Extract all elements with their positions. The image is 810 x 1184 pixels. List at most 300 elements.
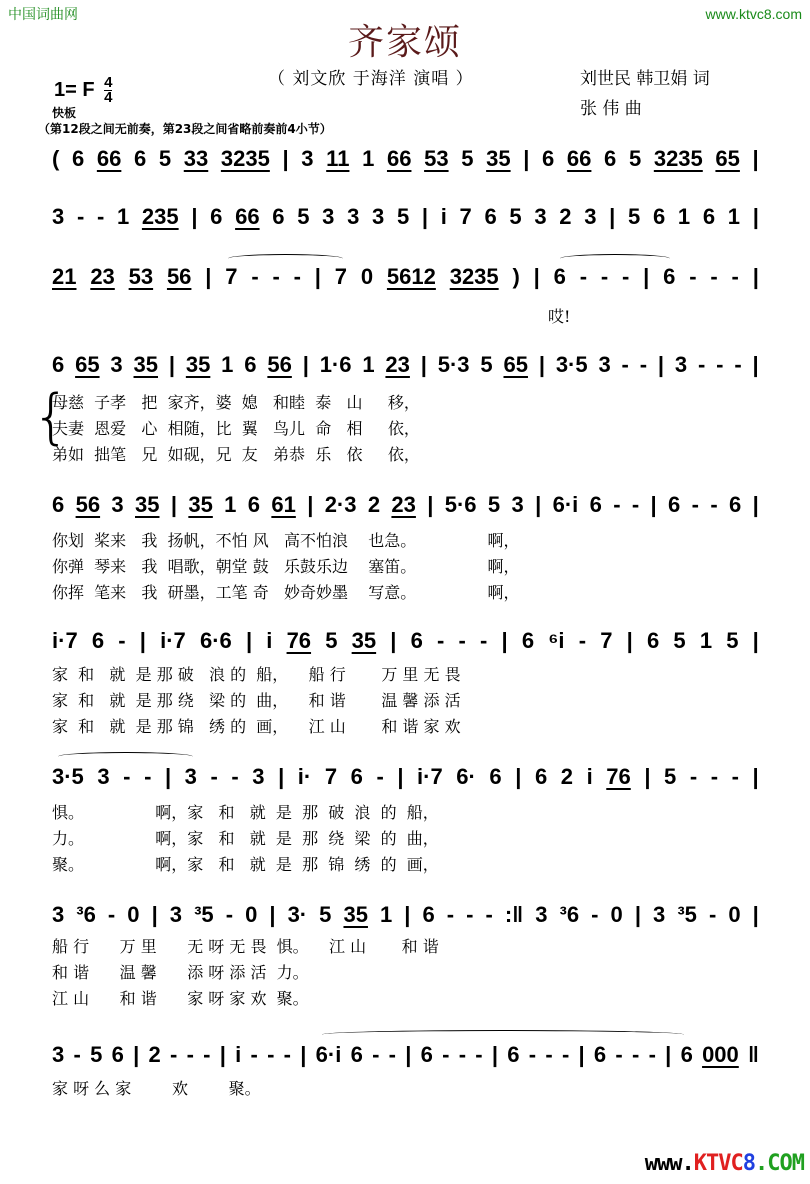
note-group: 6 [484,204,497,229]
note-group: 7 [600,628,613,653]
note-group: 5 [325,628,338,653]
barline: | [404,902,411,927]
note-group: 35 [133,352,158,377]
note-group: - [272,264,280,289]
note-group: 5 [664,764,677,789]
notation-line [52,1042,768,1068]
lyricist-credit: 刘世民 韩卫娟 词 [580,69,710,89]
note-group: ) [512,264,520,289]
note-group: - [480,628,488,653]
note-group: 3 [110,352,123,377]
barline: | [219,1042,226,1067]
note-group: 35 [188,492,213,517]
note-group: 0 [610,902,623,927]
note-group: - [225,902,234,927]
note-group: - [710,764,719,789]
note-group: 5 [90,1042,103,1067]
note-group: 5 [673,628,686,653]
note-group: 11 [326,146,350,171]
note-group: - [561,1042,570,1067]
notation-line [52,204,768,230]
barline: | [752,146,759,171]
note-group: 6 [133,146,147,171]
barline: | [501,628,508,653]
barline: | [665,1042,672,1067]
note-group: i· [297,764,312,789]
note-group: 0 [245,902,258,927]
note-group: 35 [486,146,511,171]
watermark-www: www. [644,1151,694,1176]
tempo-marking: 快板 [52,106,77,120]
note-group: - [267,1042,275,1067]
note-group: 6 [247,492,261,517]
notation-line [52,352,768,378]
note-group: 7 [334,264,348,289]
note-group: 56 [75,492,101,517]
note-group: - [458,628,466,653]
note-group: 6 [71,146,85,171]
tie-arc [58,752,193,761]
note-group: 3 [598,352,611,377]
note-group: 1 [221,352,234,377]
note-group: - [689,264,697,289]
note-group: - [475,1042,483,1067]
note-group: - [578,628,587,653]
note-group: 65 [75,352,100,377]
note-group: - [372,1042,380,1067]
key-label: 1= F [54,78,95,101]
note-group: 53 [424,146,449,171]
note-group: i·7 [52,628,78,653]
note-group: - [210,764,218,789]
note-group: 2 [148,1042,161,1067]
note-group: - [293,264,301,289]
note-group: - [466,902,474,927]
note-group: 35 [351,628,377,653]
barline: | [752,628,759,653]
barline: | [420,352,427,377]
note-group: 3 [169,902,183,927]
watermark-t: T [706,1151,719,1176]
note-group: 6 [422,902,435,927]
note-group: - [169,1042,178,1067]
lyric-verse-1: 家 和 就 是 那 破 浪 的 船， 船 行 万 里 无 畏 [52,665,461,684]
note-group: - [734,352,742,377]
note-group: 7 [459,204,472,229]
note-group: - [123,764,131,789]
lyric-final: 家 呀 么 家 欢 聚。 [52,1079,261,1098]
watermark-c: C [730,1151,743,1176]
key-signature [54,76,112,105]
lyric-verse-1: 船 行 万 里 无 呀 无 畏 惧。 江 山 和 谐 [52,937,439,956]
note-group: 3 [584,204,597,229]
note-group: - [731,264,739,289]
note-group: - [437,628,445,653]
note-group: 3 [322,204,335,229]
barline: | [752,204,759,229]
barline: | [523,146,530,171]
note-group: 66 [566,146,592,171]
note-group: 7 [225,264,238,289]
note-group: 6 [589,492,602,517]
watermark-8: 8 [742,1151,755,1176]
note-group: 35 [343,902,368,927]
barline: | [269,902,276,927]
composer-credit: 张 伟 曲 [580,99,642,119]
note-group: 6 [652,204,666,229]
note-group: 6· [456,764,476,789]
note-group: - [579,264,588,289]
watermark-v: V [718,1151,731,1176]
note-group: - [697,352,706,377]
note-group: - [708,902,717,927]
note-group: 5 [726,628,739,653]
note-group: 65 [503,352,528,377]
note-group: - [639,352,648,377]
note-group: 000 [702,1042,739,1067]
note-group: 23 [391,492,416,517]
score-row-3 [52,264,768,290]
note-group: - [251,264,259,289]
barline: | [421,204,429,229]
note-group: 5 [509,204,522,229]
note-group: - [250,1042,258,1067]
note-group: - [96,204,105,229]
note-group: 1 [362,146,375,171]
note-group: 6 [52,492,65,517]
site-url-right: www.ktvc8.com [705,6,802,22]
note-group: 0 [728,902,741,927]
song-title: 齐家颂 [347,22,462,63]
note-group: 3 [111,492,124,517]
note-group: - [731,764,739,789]
lyric-verse-3: 江 山 和 谐 家 呀 家 欢 聚。 [52,989,309,1008]
note-group: 3 [534,204,547,229]
note-group: ³5 [677,902,697,927]
barline: | [278,764,285,789]
lyric-verse-3: 你挥 笔来 我 研墨，工笔 奇 妙奇妙墨 写意。 啊， [52,583,520,602]
note-group: i [235,1042,242,1067]
notation-line [52,264,768,290]
note-group: 6 [507,1042,520,1067]
barline: | [300,1042,307,1067]
note-group: 6 [534,764,548,789]
watermark-k: K [693,1151,706,1176]
note-group: 6 [489,764,502,789]
barline: | [752,902,759,927]
note-group: 6 [553,264,566,289]
barline: | [151,902,158,927]
note-group: 6 [52,352,65,377]
score-row-1 [52,146,768,172]
note-group: 35 [185,352,211,377]
note-group: 5 [297,204,310,229]
note-group: 66 [96,146,122,171]
time-signature [104,76,112,105]
notation-line [52,764,768,790]
note-group: 6 [604,146,617,171]
note-group: - [73,1042,81,1067]
time-sig-top: 4 [104,74,113,91]
barline: | [609,204,616,229]
note-group: - [458,1042,467,1067]
note-group: 1 [116,204,130,229]
note-group: 6 [111,1042,124,1067]
barline: | [752,264,759,289]
note-group: 56 [166,264,192,289]
note-group: 65 [715,146,740,171]
singers: （ 刘文欣 于海洋 演唱 ） [268,69,474,89]
lyric-verse-3: 家 和 就 是 那 锦 绣 的 画， 江 山 和 谐 家 欢 [52,717,461,736]
score-row-2 [52,204,768,230]
notation-line [52,628,768,654]
note-group: - [203,1042,211,1067]
note-group: 3 [372,204,385,229]
notation-line [52,146,768,172]
note-group: 66 [235,204,260,229]
barline: | [170,492,177,517]
note-group: 6 [702,204,716,229]
barline: | [752,764,759,789]
lyric-verse-3: 弟如 拙笔 兄 如砚，兄 友 弟恭 乐 依 依， [52,445,420,464]
note-group: 5 [319,902,332,927]
lyric-verse-1: 母慈 子孝 把 家齐，婆 媳 和睦 泰 山 移， [52,393,420,412]
barline: | [314,264,321,289]
note-group: - [710,492,718,517]
barline: | [397,764,404,789]
note-group: - [632,1042,640,1067]
barline: | [634,902,641,927]
note-group: 2 [367,492,381,517]
note-group: - [76,204,85,229]
note-group: 6 [91,628,105,653]
note-group: 3 [674,352,688,377]
note-group: - [648,1042,656,1067]
note-group: 5 [461,146,474,171]
note-group: 6 [663,264,676,289]
verse-brace: { [32,382,71,452]
note-group: 0 [127,902,140,927]
note-group: - [615,1042,623,1067]
note-group: 3 [511,492,524,517]
note-group: 76 [606,764,631,789]
barline: | [538,352,545,377]
score-row-6 [52,628,768,654]
note-group: 0 [360,264,374,289]
barline: | [644,764,651,789]
note-group: 6 [244,352,257,377]
note-group: - [376,764,384,789]
note-group: 2 [559,204,572,229]
note-group: 6 [420,1042,433,1067]
note-group: 3 [653,902,666,927]
performance-note: （第12段之间无前奏，第23段之间省略前奏前4小节） [38,122,332,136]
note-group: 6 [521,628,535,653]
note-group: - [186,1042,194,1067]
note-group: 6·6 [199,628,232,653]
note-group: 1 [224,492,237,517]
barline: | [245,628,253,653]
barline: | [533,264,540,289]
note-group: 2·3 [324,492,357,517]
note-group: 3·5 [555,352,588,377]
barline: ‖ [748,1042,759,1067]
note-group: 6 [210,204,223,229]
barline: | [282,146,289,171]
note-group: 1 [362,352,375,377]
note-group: 6 [410,628,423,653]
note-group: 33 [183,146,209,171]
watermark-logo [645,1151,804,1176]
lyric-verse-2: 力。 啊，家 和 就 是 那 绕 梁 的 曲， [52,829,439,848]
note-group: - [600,264,609,289]
note-group: 7 [324,764,338,789]
lyric-verse-3: 聚。 啊，家 和 就 是 那 锦 绣 的 画， [52,855,439,874]
note-group: i·7 [417,764,443,789]
barline: | [164,764,172,789]
note-group: - [691,492,699,517]
note-group: 3 [347,204,360,229]
note-group: - [621,352,629,377]
note-group: - [716,352,724,377]
note-group: 6 [593,1042,607,1067]
note-group: 61 [271,492,296,517]
note-group: 1 [699,628,713,653]
note-group: - [231,764,239,789]
note-group: 5 [158,146,172,171]
note-group: 5612 [386,264,436,289]
note-group: - [107,902,116,927]
note-group: i [586,764,593,789]
note-group: 1 [727,204,741,229]
note-group: 3 [52,1042,65,1067]
barline: | [752,352,759,377]
note-group: 23 [385,352,410,377]
score-row-8 [52,902,768,928]
note-group: 6 [350,764,363,789]
note-group: 6·i [552,492,579,517]
note-group: - [283,1042,291,1067]
note-group: - [528,1042,537,1067]
note-group: i·7 [160,628,186,653]
note-group: 6 [728,492,742,517]
note-group: ³6 [76,902,96,927]
note-group: 5 [487,492,501,517]
exclamation-lyric: 哎! [548,307,571,326]
tie-arc [560,254,670,263]
note-group: - [144,764,152,789]
note-group: 3 [301,146,314,171]
note-group: ³5 [194,902,214,927]
note-group: - [710,264,718,289]
note-group: - [545,1042,553,1067]
note-group: - [485,902,493,927]
barline: | [307,492,314,517]
note-group: - [442,1042,450,1067]
barline: | [205,264,212,289]
lyric-verse-2: 你弹 琴来 我 唱歌，朝堂 鼓 乐鼓乐边 塞笛。 啊， [52,557,520,576]
note-group: 3 [252,764,265,789]
watermark-com: COM [767,1151,804,1176]
note-group: 3 [52,902,65,927]
note-group: i [266,628,273,653]
note-group: - [689,764,698,789]
tie-arc [322,1030,684,1039]
note-group: 3·5 [52,764,84,789]
score-row-4 [52,352,768,378]
note-group: ³6 [559,902,580,927]
note-group: 5·6 [444,492,477,517]
note-group: 3 [52,204,65,229]
note-group: 3 [97,764,110,789]
note-group: 3235 [449,264,499,289]
lyric-verse-1: 你划 桨来 我 扬帆，不怕 风 高不怕浪 也急。 啊， [52,531,520,550]
note-group: 6 [680,1042,693,1067]
note-group: 35 [135,492,160,517]
barline: :‖ [504,902,524,927]
note-group: 3235 [653,146,703,171]
note-group: 56 [267,352,292,377]
barline: | [405,1042,412,1067]
note-group: 5 [396,204,410,229]
note-group: 3· [287,902,308,927]
note-group: 53 [128,264,154,289]
note-group: 6 [350,1042,363,1067]
barline: | [643,264,650,289]
note-group: - [446,902,455,927]
lyric-verse-2: 和 谐 温 馨 添 呀 添 活 力。 [52,963,309,982]
note-group: 3 [184,764,197,789]
note-group: 5 [480,352,493,377]
barline: | [302,352,309,377]
note-group: 3235 [220,146,270,171]
note-group: ( [52,146,60,171]
note-group: 1·6 [319,352,352,377]
score-row-5 [52,492,768,518]
note-group: 6 [272,204,285,229]
barline: | [168,352,175,377]
note-group: 1 [380,902,393,927]
note-group: 3 [535,902,548,927]
note-group: 6 [646,628,660,653]
note-group: 235 [141,204,179,229]
watermark-dot: . [755,1151,768,1176]
notation-line [52,902,768,928]
note-group: - [631,492,640,517]
note-group: 2 [560,764,574,789]
note-group: 23 [90,264,115,289]
barline: | [427,492,434,517]
lyric-verse-2: 家 和 就 是 那 绕 梁 的 曲， 和 谐 温 馨 添 活 [52,691,461,710]
note-group: 66 [386,146,412,171]
barline: | [752,492,759,517]
barline: | [515,764,522,789]
note-group: - [118,628,126,653]
note-group: - [622,264,630,289]
barline: | [133,1042,140,1067]
score-row-9 [52,1042,768,1068]
barline: | [491,1042,499,1067]
tie-arc [228,254,343,263]
barline: | [657,352,665,377]
note-group: - [613,492,621,517]
barline: | [191,204,198,229]
barline: | [139,628,146,653]
note-group: 5·3 [437,352,470,377]
note-group: 1 [677,204,691,229]
barline: | [535,492,542,517]
note-group: 76 [286,628,312,653]
